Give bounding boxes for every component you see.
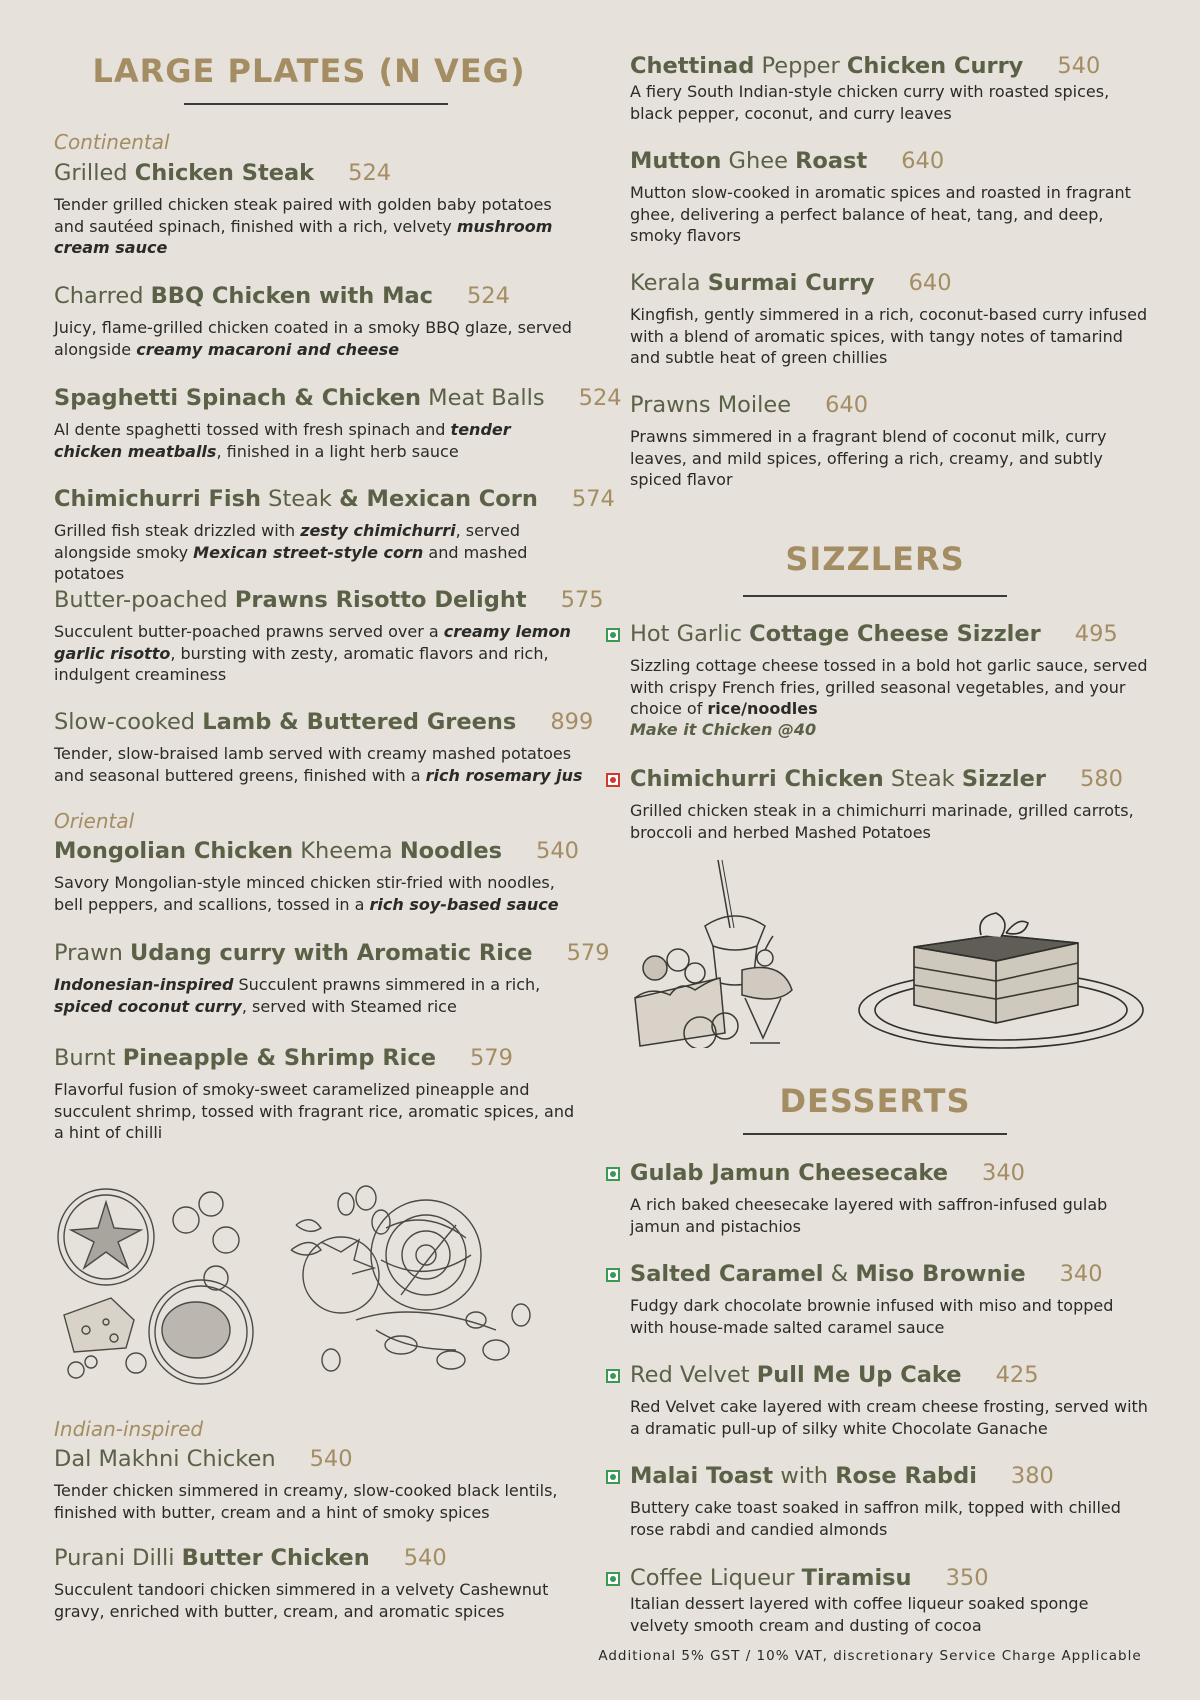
tiramisu-sketch-illustration [856,905,1146,1053]
menu-item [54,1545,584,1622]
dish-name: Malai Toast with Rose Rabdi 380 [630,1463,1150,1489]
menu-item [630,1565,1150,1636]
dish-price: 524 [348,160,392,186]
dish-price: 350 [945,1565,989,1591]
veg-mark-icon [606,1268,620,1282]
dish-description: Buttery cake toast soaked in saffron milk, topped with chilled rose rabdi and candied almonds [630,1498,1121,1539]
dish-name: Mongolian Chicken Kheema Noodles 540 [54,838,579,864]
veg-mark-icon [606,1572,620,1586]
menu-item [54,1045,584,1144]
dish-price: 540 [536,838,579,864]
menu-item [630,1261,1150,1338]
dish-price: 574 [571,486,615,512]
dish-name: Kerala Surmai Curry 640 [630,270,952,296]
nonveg-mark-icon [606,773,620,787]
dish-description: A rich baked cheesecake layered with saffron-infused gulab jamun and pistachios [630,1195,1108,1236]
menu-item [54,587,604,686]
dish-description: Al dente spaghetti tossed with fresh spinach and tender chicken meatballs, finished in a light herb sauce [54,420,511,461]
menu-item [54,160,584,259]
menu-item [54,1446,584,1523]
menu-item [630,1362,1150,1439]
dish-price: 640 [825,392,869,418]
menu-item [54,486,615,585]
dish-description: Prawns simmered in a fragrant blend of coconut milk, curry leaves, and mild spices, offering a rich, creamy, and subtly spiced flavor [630,427,1107,489]
dish-price: 340 [1059,1261,1103,1287]
dish-description: Italian dessert layered with coffee liqueur soaked sponge velvety smooth cream and dusting of cocoa [630,1594,1089,1635]
menu-item [630,53,1150,124]
dish-name: Grilled Chicken Steak 524 [54,160,392,186]
dish-name: Mutton Ghee Roast 640 [630,148,945,174]
veg-mark-icon [606,1470,620,1484]
dish-price: 524 [578,385,622,411]
dish-price: 579 [469,1045,513,1071]
dish-name: Coffee Liqueur Tiramisu 350 [630,1565,1150,1591]
dish-price: 524 [466,283,510,309]
dish-description: Succulent tandoori chicken simmered in a velvety Cashewnut gravy, enriched with butter, cream, and aromatic spices [54,1580,549,1621]
dish-name: Slow-cooked Lamb & Buttered Greens 899 [54,709,594,735]
dish-price: 899 [550,709,594,735]
dish-description: Indonesian-inspired Succulent prawns simmered in a rich, spiced coconut curry, served with Steamed rice [54,975,541,1016]
sizzlers-divider [743,595,1007,597]
dish-price: 495 [1074,621,1118,647]
dish-price: 575 [560,587,604,613]
dish-name: Butter-poached Prawns Risotto Delight 575 [54,587,604,613]
dish-description: Sizzling cottage cheese tossed in a bold hot garlic sauce, served with crispy French fries, grilled seasonal vegetables, and your choice of rice/noodles [630,656,1148,718]
dish-description: Tender grilled chicken steak paired with golden baby potatoes and sautéed spinach, finished with a rich, velvety mushroom cream sauce [54,195,553,257]
dish-description: Succulent butter-poached prawns served over a creamy lemon garlic risotto, bursting with zesty, aromatic flavors and rich, indulgent creaminess [54,622,571,684]
menu-item [54,283,584,360]
dish-price: 540 [403,1545,447,1571]
dish-description: A fiery South Indian-style chicken curry with roasted spices, black pepper, coconut, and curry leaves [630,82,1110,123]
dish-price: 540 [1057,53,1101,79]
dish-price: 640 [901,148,945,174]
dish-price: 425 [995,1362,1039,1388]
veg-mark-icon [606,1167,620,1181]
dish-price: 640 [908,270,952,296]
menu-item [630,1160,1150,1237]
menu-item [630,1463,1150,1540]
menu-item [630,270,1150,369]
dish-description: Kingfish, gently simmered in a rich, coconut-based curry infused with a blend of aromatic spices, with tangy notes of tamarind and subtle heat of green chillies [630,305,1148,367]
veg-mark-icon [606,1369,620,1383]
dish-description: Grilled fish steak drizzled with zesty chimichurri, served alongside smoky Mexican street-style corn and mashed potatoes [54,521,528,583]
sizzlers-title: SIZZLERS [785,540,965,578]
dish-name: Gulab Jamun Cheesecake 340 [630,1160,1150,1186]
menu-item [54,385,622,462]
dish-name: Salted Caramel & Miso Brownie 340 [630,1261,1150,1287]
dish-name: Purani Dilli Butter Chicken 540 [54,1545,447,1571]
category-indian-inspired: Indian-inspired [54,1417,204,1441]
menu-item [630,621,1150,739]
dish-price: 579 [566,940,610,966]
dish-name: Prawns Moilee 640 [630,392,869,418]
dish-description: Juicy, flame-grilled chicken coated in a smoky BBQ glaze, served alongside creamy macaroni and cheese [54,318,572,359]
menu-item [54,838,584,915]
dish-description: Mutton slow-cooked in aromatic spices and roasted in fragrant ghee, delivering a perfect balance of heat, tang, and deep, smoky flavors [630,183,1131,245]
dish-name: Chimichurri Fish Steak & Mexican Corn 574 [54,486,615,512]
dish-description: Red Velvet cake layered with cream cheese frosting, served with a dramatic pull-up of silky white Chocolate Ganache [630,1397,1148,1438]
dish-name: Prawn Udang curry with Aromatic Rice 579 [54,940,610,966]
dish-name: Spaghetti Spinach & Chicken Meat Balls 524 [54,385,622,411]
menu-item [630,148,1150,247]
dish-description: Tender chicken simmered in creamy, slow-cooked black lentils, finished with butter, cream and a hint of smoky spices [54,1481,558,1522]
category-continental: Continental [54,130,170,154]
dish-name: Chimichurri Chicken Steak Sizzler 580 [630,766,1150,792]
dish-name: Charred BBQ Chicken with Mac 524 [54,283,510,309]
menu-item [630,392,1150,491]
menu-item [630,766,1150,843]
menu-item [54,940,610,1017]
dish-price: 540 [309,1446,353,1472]
desserts-divider [743,1133,1007,1135]
dish-name: Chettinad Pepper Chicken Curry 540 [630,53,1101,79]
dish-description: Fudgy dark chocolate brownie infused with miso and topped with house-made salted caramel sauce [630,1296,1114,1337]
dish-description: Savory Mongolian-style minced chicken stir-fried with noodles, bell peppers, and scallions, tossed in a rich soy-based sauce [54,873,559,914]
category-oriental: Oriental [54,809,135,833]
dish-price: 380 [1010,1463,1054,1489]
tax-footer-note: Additional 5% GST / 10% VAT, discretionary Service Charge Applicable [598,1648,1142,1664]
dish-price: 340 [982,1160,1025,1186]
dish-price: 580 [1080,766,1123,792]
large-plates-title: LARGE PLATES (N VEG) [92,52,526,90]
dish-description: Grilled chicken steak in a chimichurri marinade, grilled carrots, broccoli and herbed Mashed Potatoes [630,801,1134,842]
veg-mark-icon [606,628,620,642]
dish-name: Dal Makhni Chicken 540 [54,1446,353,1472]
dessert-sketch-illustration [630,858,820,1048]
large-plates-divider [184,103,448,105]
desserts-title: DESSERTS [779,1082,971,1120]
dish-description: Flavorful fusion of smoky-sweet caramelized pineapple and succulent shrimp, tossed with fragrant rice, aromatic spices, and a hint of chilli [54,1080,575,1142]
menu-item [54,709,594,786]
dish-description: Tender, slow-braised lamb served with creamy mashed potatoes and seasonal buttered greens, finished with a rich rosemary jus [54,744,583,785]
dish-name: Burnt Pineapple & Shrimp Rice 579 [54,1045,513,1071]
dish-addon-note: Make it Chicken @40 [630,719,817,739]
food-sketch-illustration [56,1180,566,1385]
dish-name: Red Velvet Pull Me Up Cake 425 [630,1362,1150,1388]
dish-name: Hot Garlic Cottage Cheese Sizzler 495 [630,621,1150,647]
